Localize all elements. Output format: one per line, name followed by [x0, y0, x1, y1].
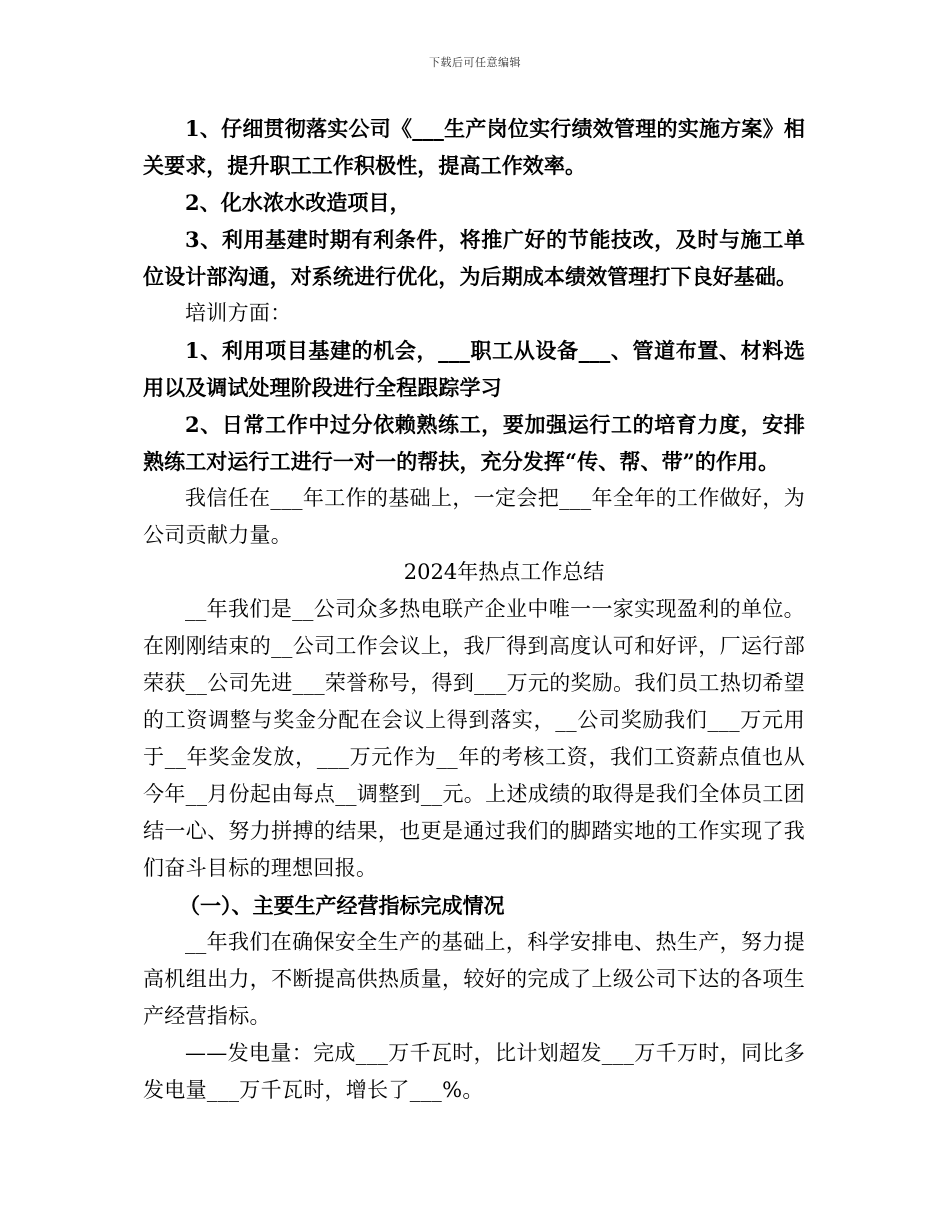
closing-paragraph: 我信任在___年工作的基础上，一定会把___年全年的工作做好，为公司贡献力量。: [143, 486, 805, 547]
summary-subheading: （一）、主要生产经营指标完成情况: [179, 893, 505, 918]
training-item1: 1、利用项目基建的机会，___职工从设备___、管道布置、材料选用以及调试处理阶段进行全程跟踪学习: [143, 338, 805, 400]
summary-paragraph-2: __年我们在确保安全生产的基础上，科学安排电、热生产，努力提高机组出力，不断提高供热质量，较好的完成了上级公司下达的各项生产经营指标。: [143, 930, 805, 1028]
summary-intro: __年我们是__公司众多热电联产企业中唯一一家实现盈利的单位。在刚刚结束的__公司工作会议上，我厂得到高度认可和好评，厂运行部荣获__公司先进___荣誉称号，得到___万元的奖励。我们员工热切希望的工资调整与奖金分配在会议上得到落实，__公司奖励我们___万元用于__年奖金发放，___万元作为__年的考核工资，我们工资薪点值也从今年__月份起由每点__调整到__元。上述成绩的取得是我们全体员工团结一心、努力拼搏的结果，也更是通过我们的脚踏实地的工作实现了我们奋斗目标的理想回报。: [143, 597, 805, 880]
summary-title: 2024年热点工作总结: [403, 560, 605, 584]
document-body: [143, 110, 805, 1109]
training-heading: 培训方面：: [185, 301, 292, 325]
section1-item1: 1、仔细贯彻落实公司《___生产岗位实行绩效管理的实施方案》相关要求，提升职工工作积极性，提高工作效率。: [143, 116, 805, 178]
section1-item3: 3、利用基建时期有利条件，将推广好的节能技改，及时与施工单位设计部沟通，对系统进行优化，为后期成本绩效管理打下良好基础。: [143, 227, 805, 289]
page-header-note: 下载后可任意编辑: [429, 56, 521, 69]
summary-paragraph-3: ——发电量：完成___万千瓦时，比计划超发___万千万时，同比多发电量___万千瓦时，增长了___%。: [143, 1041, 805, 1102]
training-item2: 2、日常工作中过分依赖熟练工，要加强运行工的培育力度，安排熟练工对运行工进行一对一的帮扶，充分发挥“传、帮、带”的作用。: [143, 412, 805, 474]
section1-item2: 2、化水浓水改造项目，: [185, 190, 411, 215]
